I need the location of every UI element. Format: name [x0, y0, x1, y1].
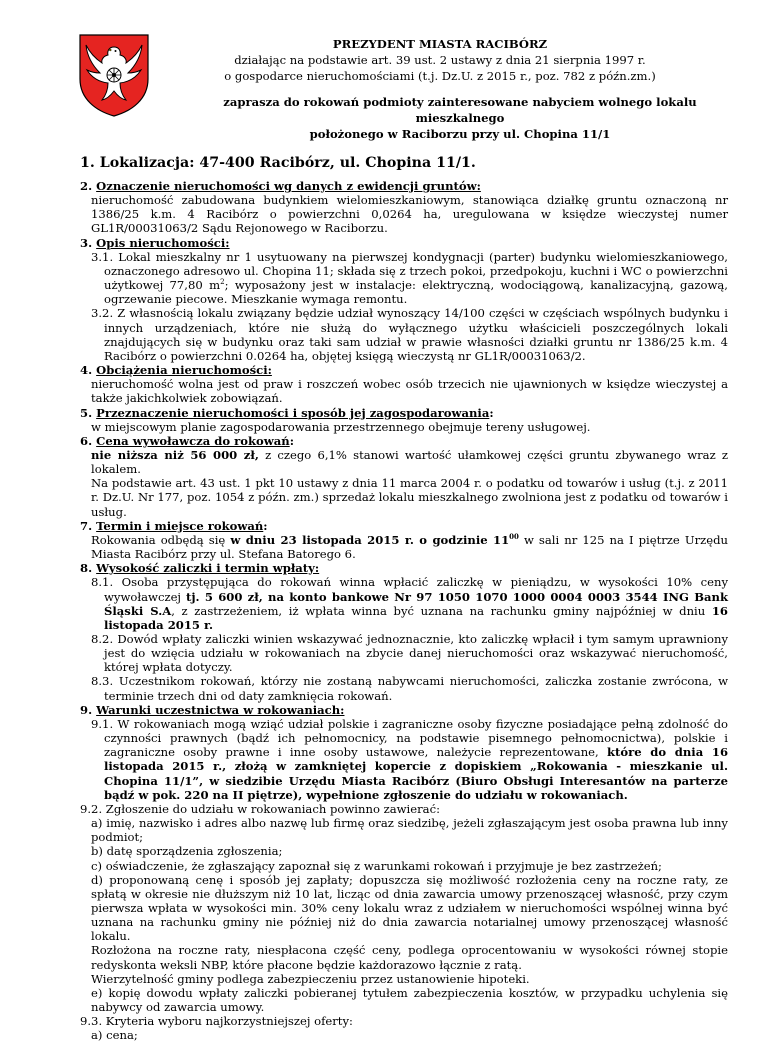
section-9-2-d-installments: Rozłożona na roczne raty, niespłacona część ceny, podlega oprocentowaniu w wysokości równej stopie redyskonta weksli NBP, które płacone będzie każdorazowo łącznie z ratą. — [91, 943, 728, 972]
section-4-heading: 4. Obciążenia nieruchomości: — [80, 363, 272, 378]
section-location: 1. Lokalizacja: 47-400 Racibórz, ul. Chopina 11/1. — [80, 155, 476, 171]
section-6-price: nie niższa niż 56 000 zł, z czego 6,1% stanowi wartość ułamkowej części gruntu zbywanego wraz z lokalem. — [91, 447, 729, 477]
section-9-heading: 9. Warunki uczestnictwa w rokowaniach: — [80, 702, 345, 717]
section-3-heading: 3. Opis nieruchomości: — [80, 235, 230, 250]
section-6-heading: 6. Cena wywoławcza do rokowań: — [80, 433, 294, 448]
invitation-line2: położonego w Raciborzu przy ul. Chopina 11/1 — [309, 127, 611, 141]
section-9-2-e: e) kopię dowodu wpłaty zaliczki pobieranej tytułem zabezpieczenia kosztów, w przypadku uchylenia się nabywcy od zawarcia umowy. — [91, 985, 728, 1015]
invitation-line1: zaprasza do rokowań podmioty zainteresowane nabyciem wolnego lokalu mieszkalnego — [223, 95, 697, 125]
city-crest-logo — [78, 33, 150, 117]
legal-basis-line2: o gospodarce nieruchomościami (t.j. Dz.U. z 2015 r., poz. 782 z późn.zm.) — [224, 68, 656, 83]
section-9-3: 9.3. Kryteria wyboru najkorzystniejszej oferty: — [80, 1014, 353, 1029]
section-6-tax: Na podstawie art. 43 ust. 1 pkt 10 ustawy z dnia 11 marca 2004 r. o podatku od towarów i usług (t.j. z 2011 r. Dz.U. Nr 177, poz. 1054 z późn. zm.) sprzedaż lokalu mieszkalnego zwolniona jest z podatku od towarów i usług. — [91, 476, 728, 519]
section-9-1: 9.1. W rokowaniach mogą wziąć udział polskie i zagraniczne osoby fizyczne posiadające pełną zdolność do czynności prawnych (bądź ich pełnomocnicy, na podstawie pisemnego pełnomocnictwa), polskie i zagraniczne osoby prawne i inne osoby ustawowe, należycie reprezentowane, które do dnia 16 listopada 2015 r., złożą w zamkniętej kopercie z dopiskiem „Rokowania - mieszkanie ul. Chopina 11/1”, w siedzibie Urzędu Miasta Racibórz (Biuro Obsługi Interesantów na parterze bądź w pok. 220 na II piętrze), wypełnione zgłoszenie do udziału w rokowaniach. — [91, 716, 729, 802]
section-7-text: Rokowania odbędą się w dniu 23 listopada 2015 r. o godzinie $11^{00}$ w sali nr 125 na I piętrze Urzędu Miasta Racibórz przy ul. Stefana Batorego 6. — [91, 532, 728, 562]
section-9-2-d: d) proponowaną cenę i sposób jej zapłaty; dopuszcza się możliwość rozłożenia ceny na roczne raty, ze spłatą w okresie nie dłuższym niż 10 lat, licząc od dnia zawarcia umowy przenoszącej własność, przy czym pierwsza wpłata w wysokości min. 30% ceny lokalu wraz z udziałem w nieruchomości wspólnej winna być uznana na rachunku gminy nie później niż do dnia zawarcia notarialnej umowy przenoszącej własność lokalu. — [91, 872, 728, 944]
section-9-2: 9.2. Zgłoszenie do udziału w rokowaniach powinno zawierać: — [80, 801, 440, 816]
section-4-text: nieruchomość wolna jest od praw i roszczeń wobec osób trzecich nie ujawnionych w księdze wieczystej a także jakichkolwiek zobowiązań. — [91, 377, 728, 406]
document-body — [80, 179, 728, 1043]
section-5-heading: 5. Przeznaczenie nieruchomości i sposób jej zagospodarowania: — [80, 405, 494, 420]
section-3-2: 3.2. Z własnością lokalu związany będzie udział wynoszący 14/100 części w częściach wspólnych budynku i innych urządzeniach, które nie służą do wyłącznego użytku właścicieli poszczególnych lokali znajdujących się w budynku oraz taki sam udział w prawie własności działki gruntu nr 1386/25 k.m. 4 Racibórz o powierzchni 0.0264 ha, objętej księgą wieczystą nr GL1R/00031063/2. — [91, 306, 728, 363]
section-9-3-a: a) cena; — [91, 1028, 138, 1043]
section-8-heading: 8. Wysokość zaliczki i termin wpłaty: — [80, 561, 320, 576]
section-5-text: w miejscowym planie zagospodarowania przestrzennego obejmuje tereny usługowej. — [91, 419, 591, 434]
legal-basis-line1: działając na podstawie art. 39 ust. 2 ustawy z dnia 21 sierpnia 1997 r. — [234, 52, 646, 67]
section-2-text: nieruchomość zabudowana budynkiem wielomieszkaniowym, stanowiąca działkę gruntu oznaczoną nr 1386/25 k.m. 4 Racibórz o powierzchni 0,0264 ha, uregulowana w księdze wieczystej numer GL1R/00031063/2 Sądu Rejonowego w Raciborzu. — [91, 193, 728, 236]
section-9-2-b: b) datę sporządzenia zgłoszenia; — [91, 844, 283, 859]
section-8-2: 8.2. Dowód wpłaty zaliczki winien wskazywać jednoznacznie, kto zaliczkę wpłacił i tym samym uprawniony jest do wzięcia udziału w rokowaniach na zbycie danej nieruchomości oraz wskazywać nieruchomość, której wpłata dotyczy. — [91, 632, 728, 675]
section-2-heading: 2. Oznaczenie nieruchomości wg danych z ewidencji gruntów: — [80, 179, 481, 193]
section-9-2-a: a) imię, nazwisko i adres albo nazwę lub firmę oraz siedzibę, jeżeli zgłaszającym jest osoba prawna lub inny podmiot; — [91, 816, 728, 845]
section-7-heading: 7. Termin i miejsce rokowań: — [80, 518, 268, 533]
section-9-2-c: c) oświadczenie, że zgłaszający zapoznał się z warunkami rokowań i przyjmuje je bez zastrzeżeń; — [91, 858, 662, 873]
section-8-1: 8.1. Osoba przystępująca do rokowań winna wpłacić zaliczkę w pieniądzu, w wysokości 10% ceny wywoławczej tj. 5 600 zł, na konto bankowe Nr 97 1050 1070 1000 0004 0003 3544 ING Bank Śląski S.A, z zastrzeżeniem, iż wpłata winna być uznana na rachunku gminy najpóźniej w dniu 16 listopada 2015 r. — [91, 575, 728, 632]
document-title: PREZYDENT MIASTA RACIBÓRZ — [332, 37, 548, 51]
section-3-1: 3.1. Lokal mieszkalny nr 1 usytuowany na pierwszej kondygnacji (parter) budynku wielomieszkaniowego, oznaczonego adresowo ul. Chopina 11; składa się z trzech pokoi, przedpokoju, kuchni i WC o powierzchni użytkowej 77,80 $m^2$; wyposażony jest w instalacje: elektryczną, wodociągową, kanalizacyjną, gazową, ogrzewanie piecowe. Mieszkanie wymaga remontu. — [91, 249, 728, 307]
section-8-3: 8.3. Uczestnikom rokowań, którzy nie zostaną nabywcami nieruchomości, zaliczka zostanie zwrócona, w terminie trzech dni od daty zamknięcia rokowań. — [91, 674, 728, 703]
section-9-2-d-mortgage: Wierzytelność gminy podlega zabezpieczeniu przez ustanowienie hipoteki. — [91, 971, 530, 986]
